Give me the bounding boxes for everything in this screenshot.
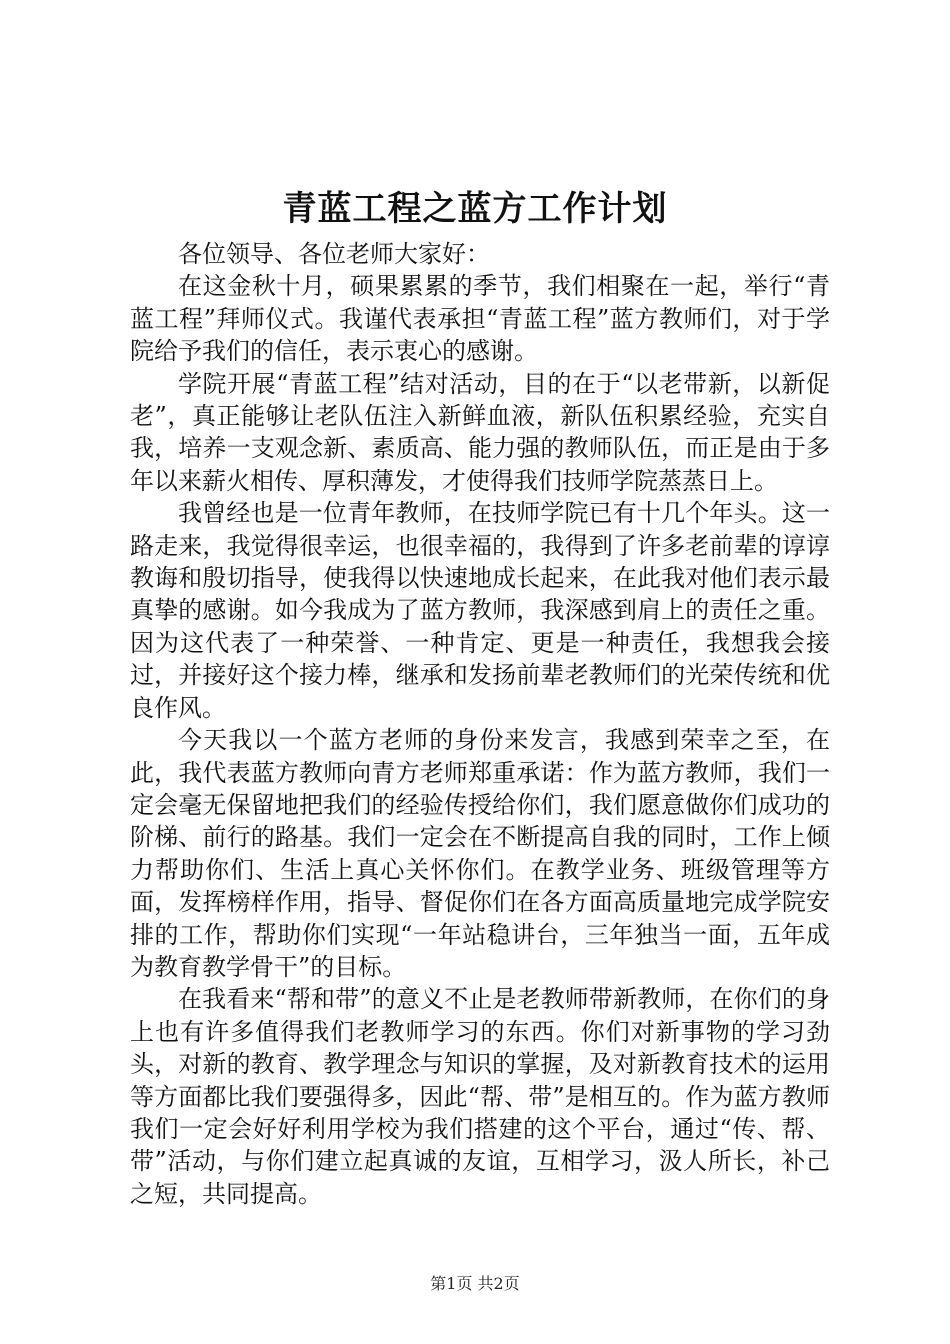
body-paragraph: 在这金秋十月，硕果累累的季节，我们相聚在一起，举行“青蓝工程”拜师仪式。我谨代表承担“青蓝工程”蓝方教师们，对于学院给予我们的信任，表示衷心的感谢。 bbox=[130, 272, 830, 366]
body-paragraph: 在我看来“帮和带”的意义不止是老教师带新教师，在你们的身上也有许多值得我们老教师学习的东西。你们对新事物的学习劲头，对新的教育、教学理念与知识的掌握，及对新教育技术的运用等方面都比我们要强得多，因此“帮、带”是相互的。作为蓝方教师我们一定会好好利用学校为我们搭建的这个平台，通过“传、帮、带”活动，与你们建立起真诚的友谊，互相学习，汲人所长，补己之短，共同提高。 bbox=[130, 985, 830, 1208]
body-paragraph: 我曾经也是一位青年教师，在技师学院已有十几个年头。这一路走来，我觉得很幸运，也很幸福的，我得到了许多老前辈的谆谆教诲和殷切指导，使我得以快速地成长起来，在此我对他们表示最真挚的感谢。如今我成为了蓝方教师，我深感到肩上的责任之重。因为这代表了一种荣誉、一种肯定、更是一种责任，我想我会接过，并接好这个接力棒，继承和发扬前辈老教师们的光荣传统和优良作风。 bbox=[130, 499, 830, 722]
document-body bbox=[130, 238, 830, 1210]
document-title: 青蓝工程之蓝方工作计划 bbox=[282, 189, 668, 229]
page-footer: 第1页 共2页 bbox=[430, 1274, 520, 1293]
body-paragraph: 学院开展“青蓝工程”结对活动，目的在于“以老带新，以新促老”，真正能够让老队伍注入新鲜血液，新队伍积累经验，充实自我，培养一支观念新、素质高、能力强的教师队伍，而正是由于多年以来薪火相传、厚积薄发，才使得我们技师学院蒸蒸日上。 bbox=[130, 369, 830, 495]
body-paragraph: 今天我以一个蓝方老师的身份来发言，我感到荣幸之至，在此，我代表蓝方教师向青方老师郑重承诺：作为蓝方教师，我们一定会毫无保留地把我们的经验传授给你们，我们愿意做你们成功的阶梯、前行的路基。我们一定会在不断提高自我的同时，工作上倾力帮助你们、生活上真心关怀你们。在教学业务、班级管理等方面，发挥榜样作用，指导、督促你们在各方面高质量地完成学院安排的工作，帮助你们实现“一年站稳讲台，三年独当一面，五年成为教育教学骨干”的目标。 bbox=[130, 726, 830, 981]
greeting-paragraph: 各位领导、各位老师大家好： bbox=[178, 240, 490, 268]
